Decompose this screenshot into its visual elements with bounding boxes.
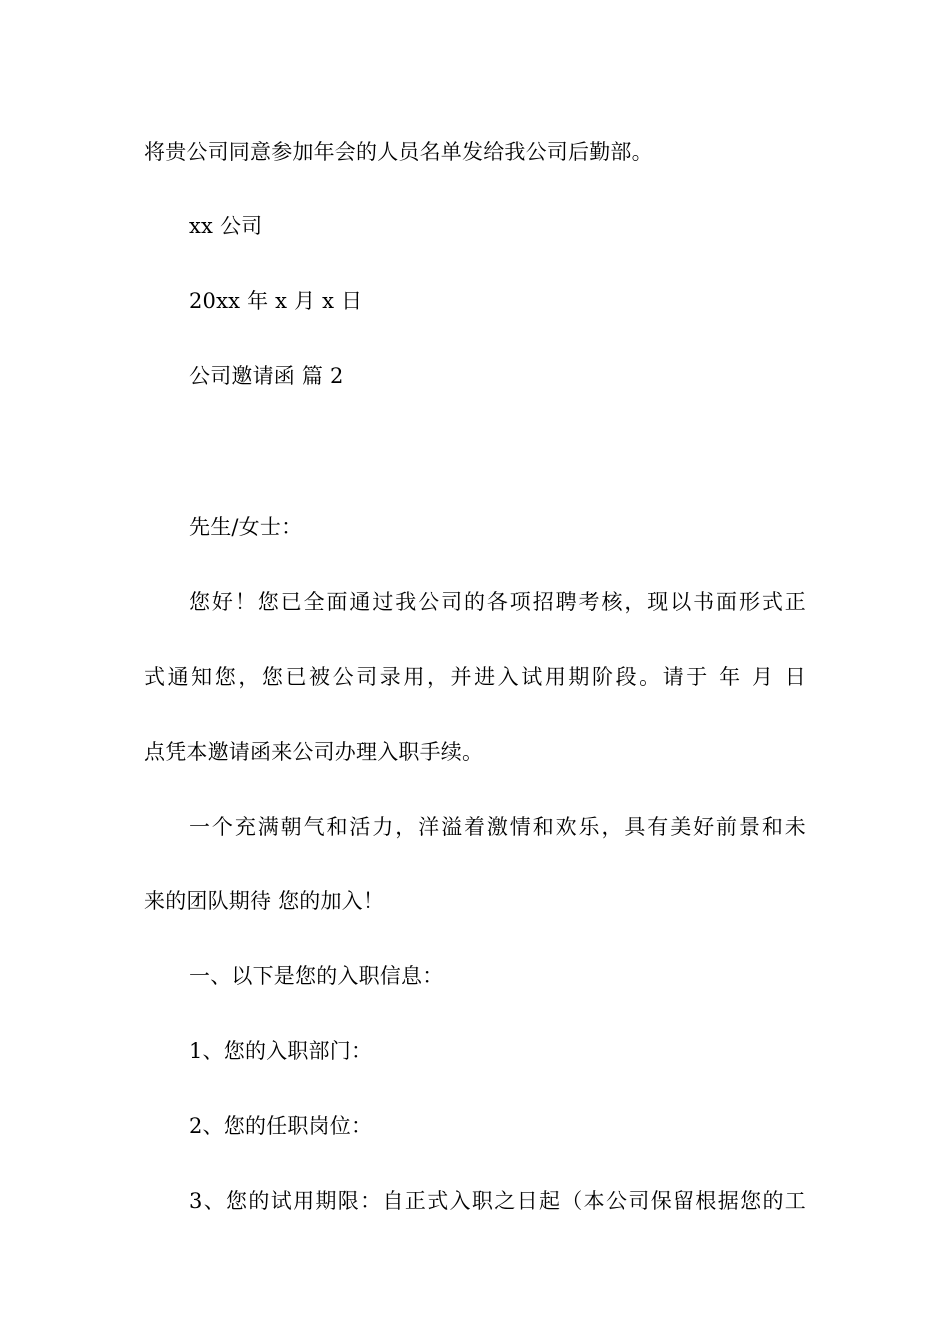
paragraph-line: 式通知您，您已被公司录用，并进入试用期阶段。请于 年 月 日 [144, 665, 806, 689]
paragraph-line: 一个充满朝气和活力，洋溢着激情和欢乐，具有美好前景和未 [189, 815, 806, 839]
paragraph-line: 点凭本邀请函来公司办理入职手续。 [144, 740, 484, 764]
section-title: 公司邀请函 篇 2 [189, 364, 344, 388]
paragraph-line: 来的团队期待 您的加入！ [144, 889, 385, 913]
salutation: 先生/女士： [189, 515, 303, 539]
signature-date: 20xx 年 x 月 x 日 [189, 289, 363, 313]
signature-company: xx 公司 [189, 214, 263, 238]
list-item: 1、您的入职部门： [189, 1039, 373, 1063]
list-item: 2、您的任职岗位： [189, 1114, 373, 1138]
paragraph-line: 您好！您已全面通过我公司的各项招聘考核，现以书面形式正 [189, 590, 806, 614]
list-heading: 一、以下是您的入职信息： [189, 964, 444, 988]
text-line-closing: 将贵公司同意参加年会的人员名单发给我公司后勤部。 [144, 140, 653, 164]
list-item: 3、您的试用期限：自正式入职之日起（本公司保留根据您的工 [189, 1189, 806, 1213]
